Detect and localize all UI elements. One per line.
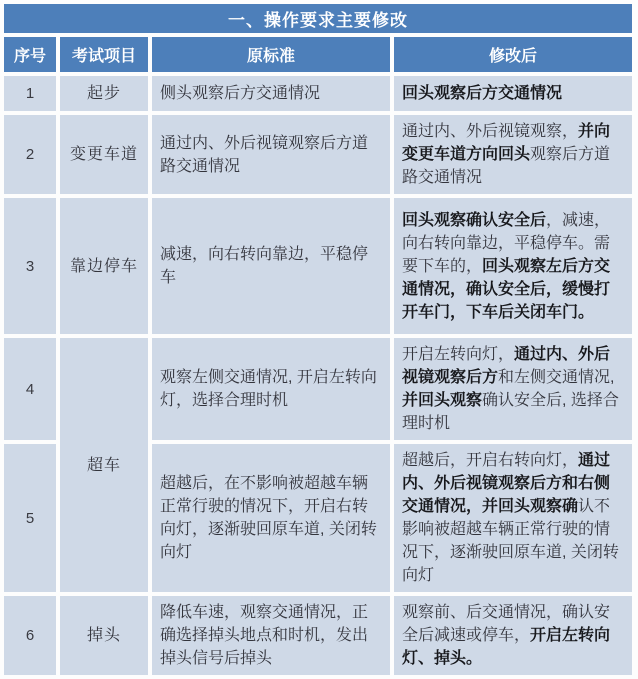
text-segment: 超越后，开启右转向灯， (402, 452, 579, 469)
table-row (4, 338, 632, 440)
col-header-item: 考试项目 (60, 37, 148, 72)
text-segment: 超越后，在不影响被超越车辆正常行驶的情况下，开启右转向灯，逐渐驶回原车道, 关闭转向灯 (160, 475, 377, 561)
original-standard-cell (152, 115, 390, 194)
revised-bold-segment: 开启左转向灯、掉头。 (402, 627, 611, 667)
text-segment: 降低车速，观察交通情况，正确选择掉头地点和时机，发出掉头信号后掉头 (160, 604, 369, 667)
exam-item-cell: 超车 (60, 338, 148, 592)
text-segment: ，减速，向右转向靠边，平稳停车。需要下车的， (402, 211, 611, 275)
revised-standard-cell (394, 198, 632, 334)
revised-standard-cell (394, 76, 632, 111)
col-header-revised: 修改后 (394, 37, 632, 72)
col-header-no: 序号 (4, 37, 56, 72)
text-segment: 通过内、外后视镜观察后方道路交通情况 (160, 134, 369, 175)
exam-item-cell: 变更车道 (60, 115, 148, 194)
row-number-cell: 4 (4, 338, 56, 440)
table-row (4, 76, 632, 111)
table-row (4, 596, 632, 675)
text-segment: 减速，向右转向靠边，平稳停车 (160, 246, 369, 286)
text-segment: 认不影响被超越车辆正常行驶的情况下，逐渐驶回原车道, 关闭转向灯 (402, 498, 619, 584)
revised-bold-segment: 通过内、外后视镜观察后方 (402, 346, 611, 386)
original-standard-cell (152, 444, 390, 592)
exam-item-cell: 起步 (60, 76, 148, 111)
text-segment: 观察后方道路交通情况 (402, 146, 611, 186)
revised-standard-cell (394, 115, 632, 194)
row-number-cell: 6 (4, 596, 56, 675)
text-segment: 观察左侧交通情况, 开启左转向灯，选择合理时机 (160, 369, 377, 409)
revised-bold-segment: 回头观察左后方交通情况，确认安全后，缓慢打开车门，下车后关闭车门。 (402, 257, 611, 321)
text-segment: 侧头观察后方交通情况 (160, 85, 321, 102)
revised-standard-cell (394, 444, 632, 592)
table-body (4, 76, 632, 675)
original-standard-cell (152, 76, 390, 111)
col-header-original: 原标准 (152, 37, 390, 72)
table-row (4, 115, 632, 194)
row-number-cell: 5 (4, 444, 56, 592)
revised-bold-segment: 回头观察确认安全后 (402, 211, 547, 229)
header-row (4, 37, 632, 72)
original-standard-cell (152, 596, 390, 675)
row-number-cell: 1 (4, 76, 56, 111)
text-segment: 开启左转向灯， (402, 346, 515, 363)
revised-bold-segment: 并回头观察 (402, 392, 483, 409)
text-segment: 观察前、后交通情况，确认安全后减速或停车， (402, 604, 611, 644)
table-row (4, 198, 632, 334)
revised-standard-cell (394, 338, 632, 440)
row-number-cell: 3 (4, 198, 56, 334)
revised-standard-cell (394, 596, 632, 675)
original-standard-cell (152, 338, 390, 440)
text-segment: 和左侧交通情况, (498, 369, 615, 386)
revised-bold-segment: 回头观察后方交通情况 (402, 85, 563, 102)
original-standard-cell (152, 198, 390, 334)
text-segment: 通过内、外后视镜观察， (402, 123, 579, 140)
revised-bold-segment: 通过内、外后视镜观察后方和右侧交通情况，并回头观察确 (402, 452, 611, 515)
row-number-cell: 2 (4, 115, 56, 194)
title-row (4, 4, 632, 33)
exam-item-cell: 靠边停车 (60, 198, 148, 334)
text-segment: 确认安全后, 选择合理时机 (402, 392, 619, 432)
revised-bold-segment: 并向变更车道方向回头 (402, 123, 611, 163)
table-title: 一、操作要求主要修改 (4, 4, 632, 33)
exam-item-cell: 掉头 (60, 596, 148, 675)
